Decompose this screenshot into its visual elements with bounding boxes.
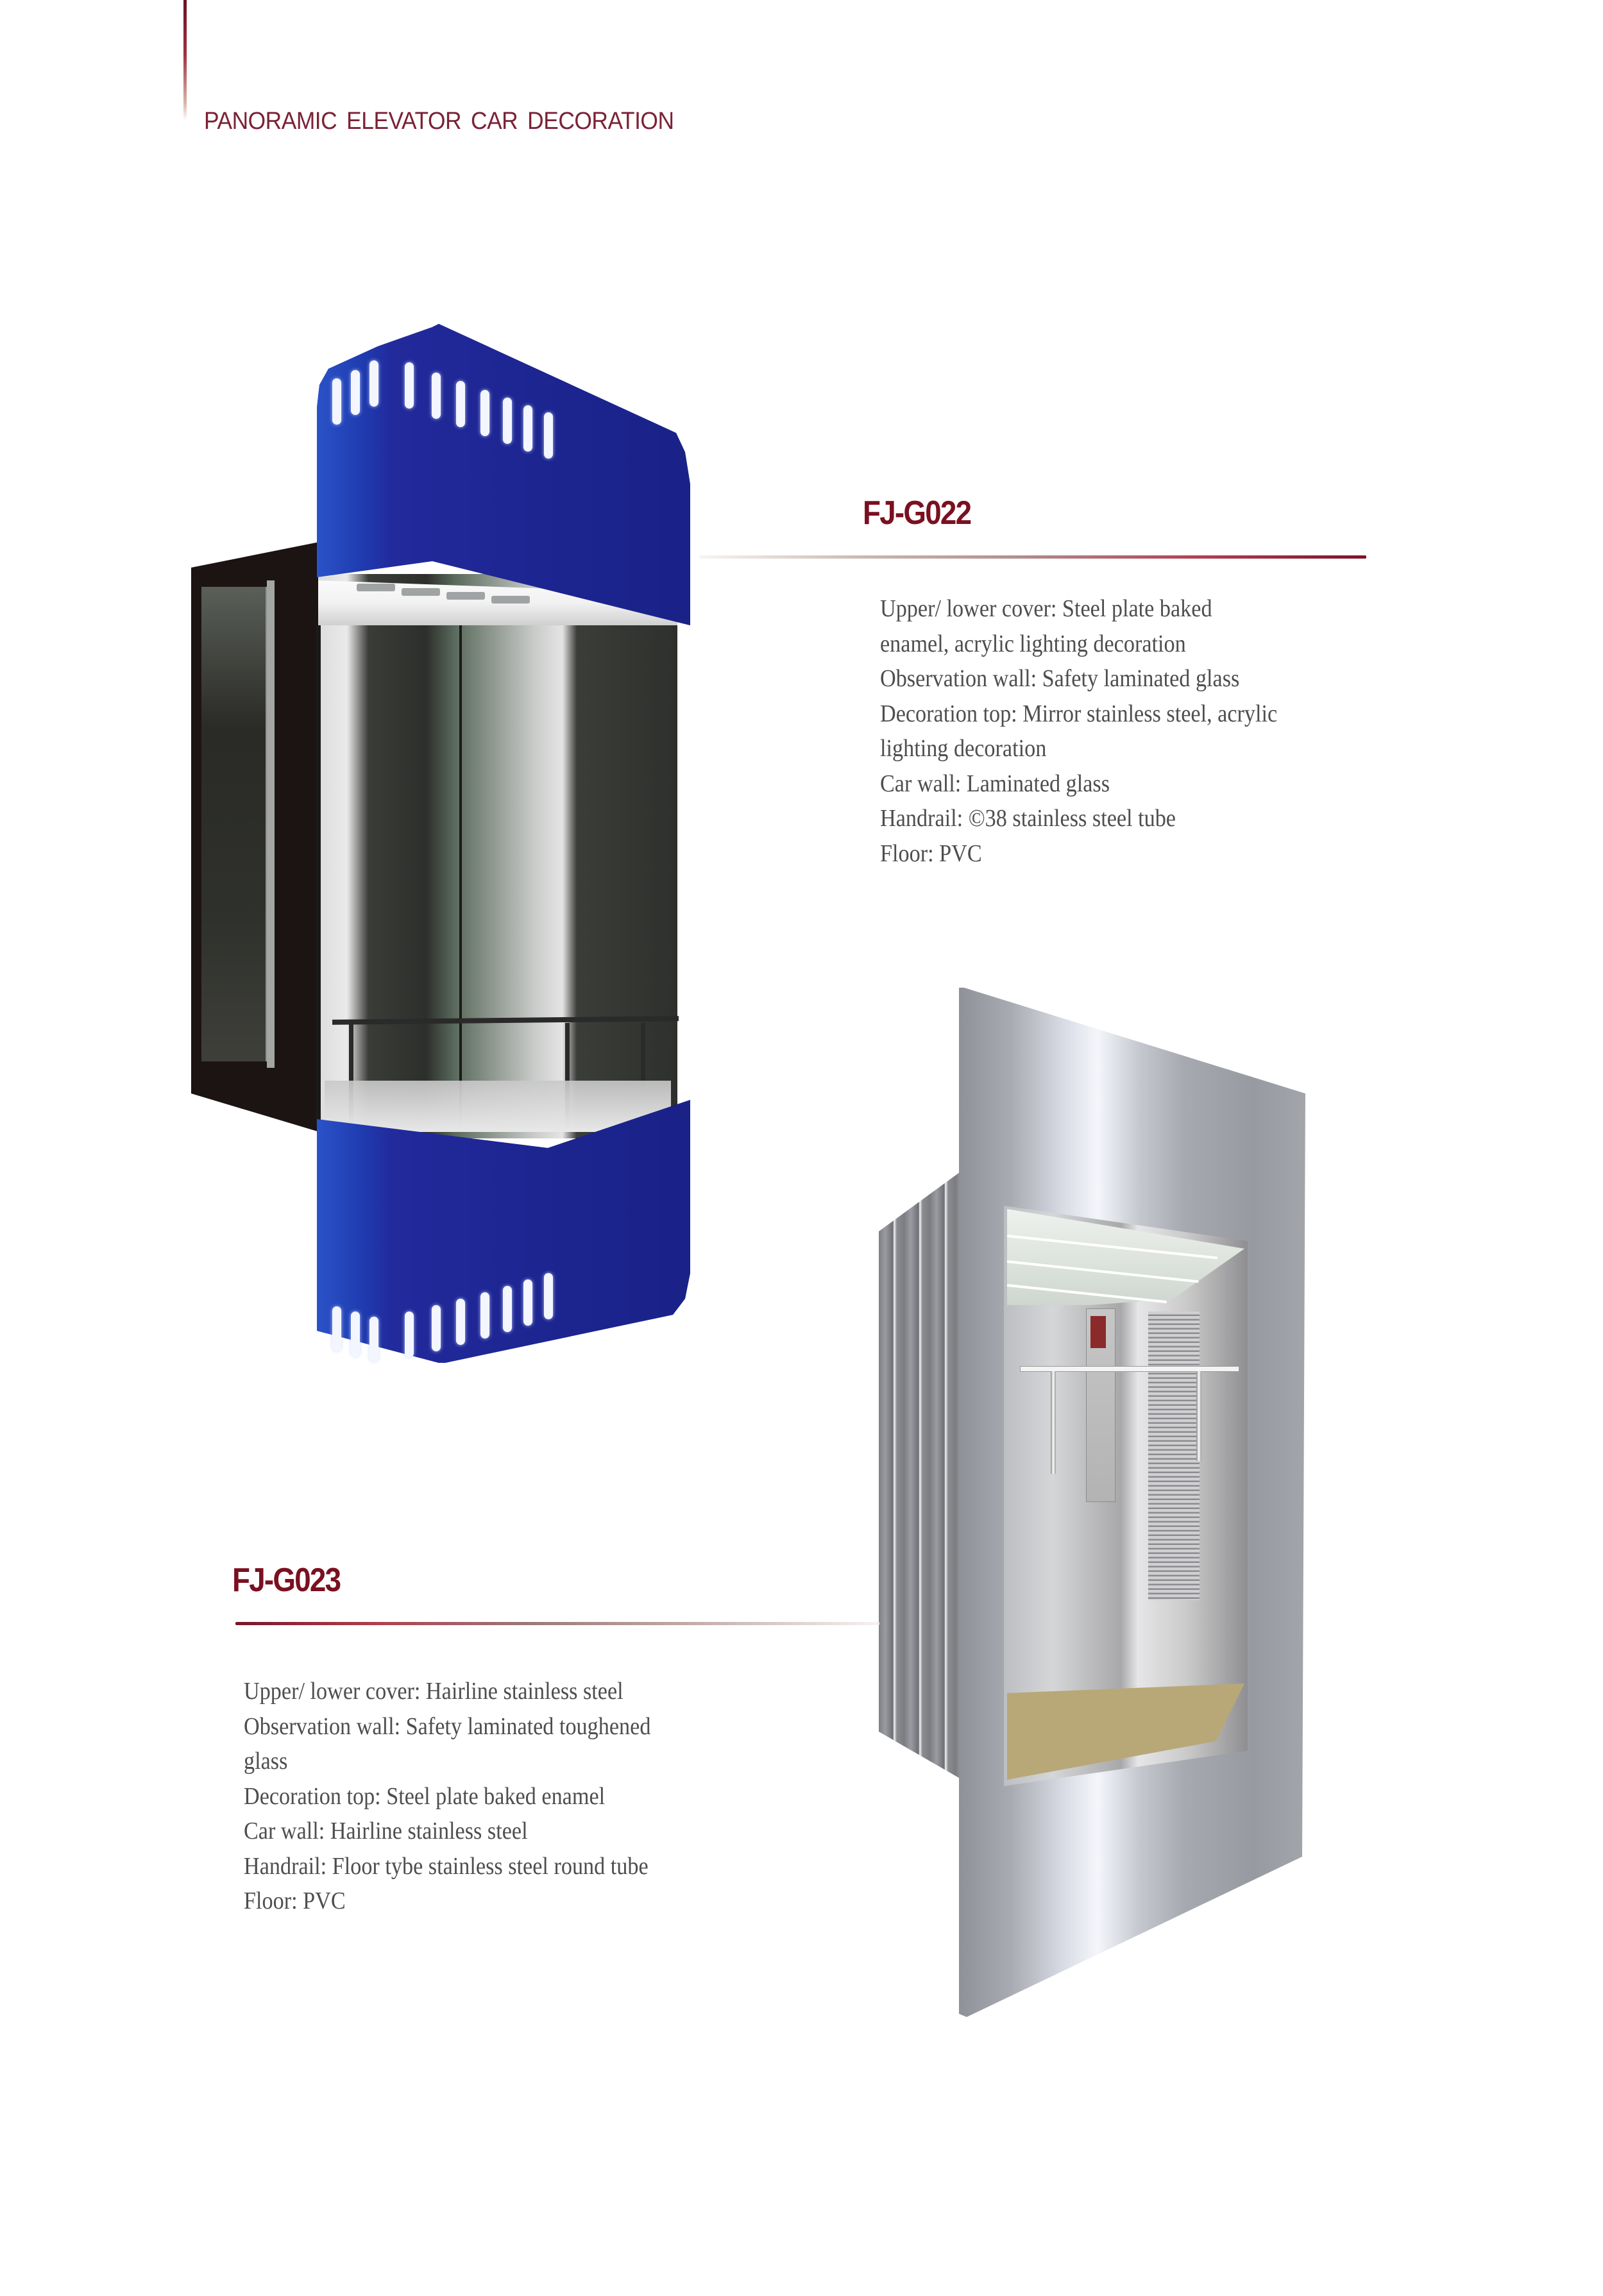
spec-line: Floor: PVC	[880, 840, 982, 867]
spec-line: Floor: PVC	[244, 1887, 346, 1914]
product-image-fj-g022	[190, 324, 690, 1363]
section-divider	[699, 555, 1366, 559]
light-slot	[405, 1312, 414, 1358]
spec-line: Decoration top: Steel plate baked enamel	[244, 1782, 606, 1810]
spec-line: Handrail: ©38 stainless steel tube	[880, 805, 1176, 832]
spec-line: glass	[244, 1748, 288, 1775]
light-slot	[456, 1299, 465, 1345]
light-slot	[405, 362, 414, 409]
spec-line: Upper/ lower cover: Steel plate baked	[880, 595, 1212, 622]
light-slot	[332, 1306, 341, 1351]
spec-line: enamel, acrylic lighting decoration	[880, 630, 1186, 657]
handrail-post	[1196, 1371, 1201, 1461]
floor-display	[1090, 1316, 1106, 1348]
spec-line: Observation wall: Safety laminated glass	[880, 665, 1240, 692]
section-divider	[235, 1622, 880, 1625]
light-slot	[480, 390, 489, 436]
light-slot	[332, 378, 341, 425]
ceiling-light	[357, 584, 395, 591]
spec-line: Decoration top: Mirror stainless steel, acrylic	[880, 700, 1278, 727]
light-slot	[456, 381, 465, 427]
ceiling-light	[446, 592, 485, 600]
light-slot	[503, 398, 512, 444]
spec-line: lighting decoration	[880, 735, 1047, 762]
spec-list-fj-g023	[244, 1674, 650, 1919]
handrail-post	[1051, 1371, 1056, 1474]
light-slot	[351, 370, 360, 415]
spec-line: Observation wall: Safety laminated toughened	[244, 1712, 651, 1740]
spec-line: Upper/ lower cover: Hairline stainless steel	[244, 1678, 623, 1705]
elevator-side-panel	[879, 1170, 962, 1780]
product-image-fj-g023	[879, 988, 1309, 2020]
model-title-fj-g022: FJ-G022	[863, 494, 971, 532]
light-slot	[369, 1317, 378, 1362]
page-title: PANORAMIC ELEVATOR CAR DECORATION	[204, 108, 674, 135]
light-slot	[523, 1279, 532, 1326]
header-accent-bar	[183, 0, 187, 121]
light-slot	[523, 405, 532, 452]
light-slot	[369, 360, 378, 407]
light-slot	[351, 1312, 360, 1356]
model-title-fj-g023: FJ-G023	[232, 1562, 341, 1599]
light-slot	[432, 1305, 441, 1351]
spec-line: Car wall: Laminated glass	[880, 770, 1110, 797]
elevator-side-trim	[267, 580, 275, 1068]
elevator-glass-body	[318, 574, 677, 1138]
wall-vent-pattern	[1148, 1312, 1200, 1600]
ceiling-light	[402, 588, 440, 596]
ceiling-light	[491, 596, 530, 604]
elevator-side-glass	[201, 587, 269, 1061]
light-slot	[544, 1273, 553, 1319]
light-slot	[432, 373, 441, 419]
glass-seam	[459, 625, 462, 1126]
spec-line: Handrail: Floor tybe stainless steel round tube	[244, 1852, 649, 1880]
light-slot	[480, 1292, 489, 1338]
spec-list-fj-g022	[880, 591, 1277, 871]
glass-frame-edge	[316, 625, 321, 1126]
light-slot	[503, 1286, 512, 1332]
spec-line: Car wall: Hairline stainless steel	[244, 1818, 528, 1844]
light-slot	[544, 412, 553, 459]
